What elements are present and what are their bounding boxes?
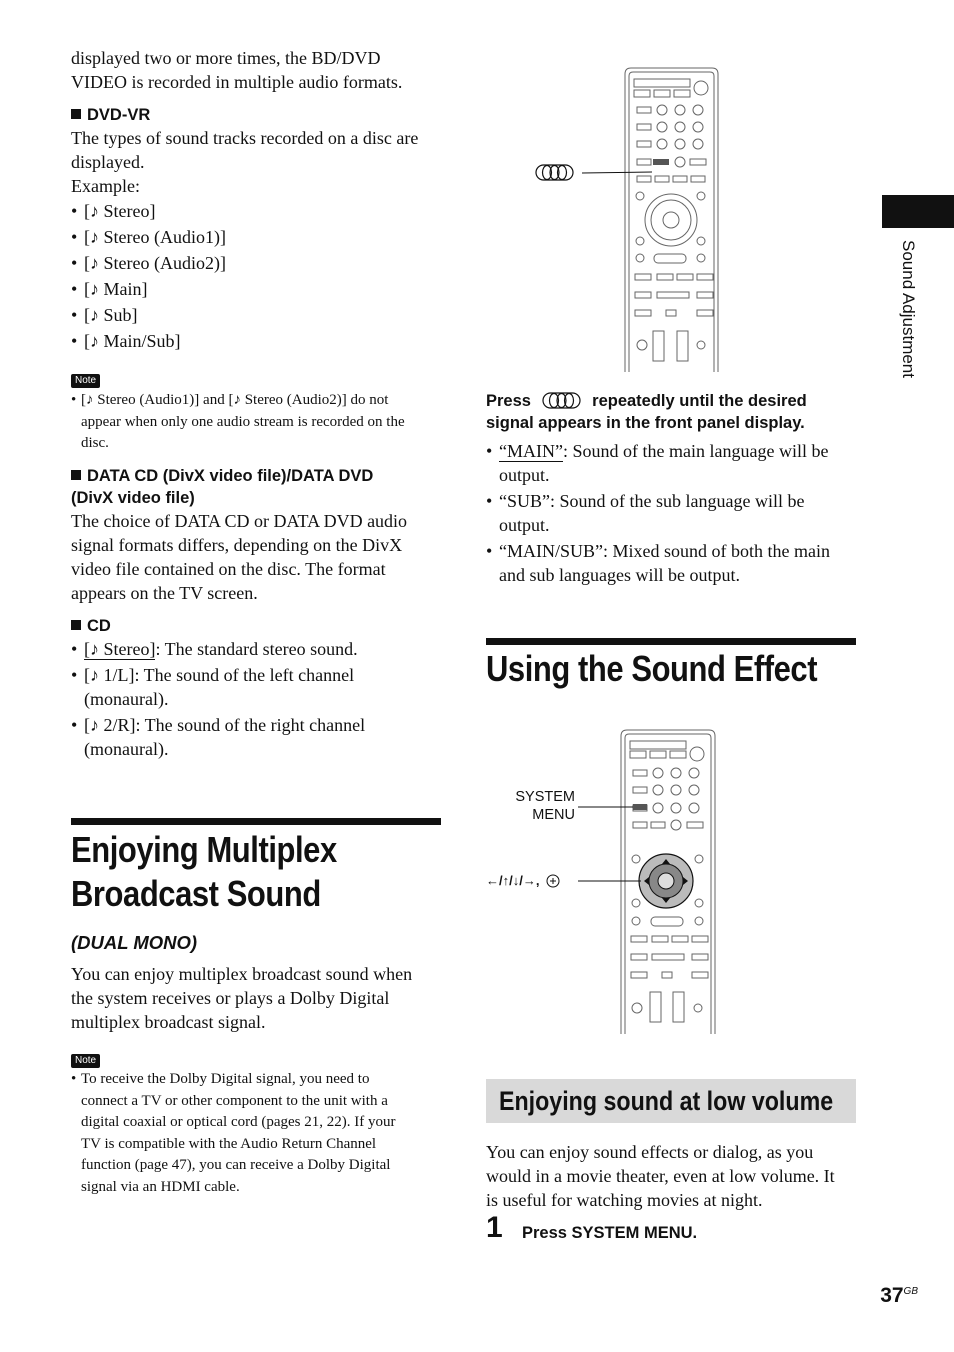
intro-line-2: VIDEO is recorded in multiple audio formats.: [71, 72, 403, 92]
list-item: • [♪ 2/R]: The sound of the right channel (monaural).: [71, 713, 441, 761]
note-tag: Note: [71, 1054, 100, 1068]
note-tag: Note: [71, 374, 100, 388]
datacd-heading: DATA CD (DivX video file)/DATA DVD (DivX video file): [71, 466, 374, 507]
low-volume-body: You can enjoy sound effects or dialog, as you would in a movie theater, even at low volume. It is useful for watching movies at night.: [486, 1142, 835, 1210]
multiplex-title: Enjoying Multiplex Broadcast Sound: [71, 829, 337, 914]
page-number: $37^{GB}$: [880, 1284, 918, 1307]
audio-button-icon: [535, 163, 575, 183]
step-text: Press SYSTEM MENU.: [522, 1224, 698, 1242]
audio-mode-list: [486, 439, 856, 589]
dvdvr-example: Example:: [71, 176, 140, 196]
list-item: • [♪ 1/L]: The sound of the left channel (monaural).: [71, 663, 441, 711]
press-instruction: Press repeatedly until the desired signal appears in the front panel display.: [486, 392, 807, 432]
section-rule: [71, 818, 441, 825]
list-item: • “MAIN”: Sound of the main language will be output.: [486, 439, 856, 487]
dvdvr-heading: DVD-VR: [71, 104, 441, 126]
list-item: • [♪ Stereo]: [71, 198, 441, 224]
side-tab-marker: [882, 195, 954, 228]
note-2-body: • To receive the Dolby Digital signal, you need to connect a TV or other component to the unit with a digital coaxial or optical cord (pages 21, 22). If your TV is compatible with the Audio Return Channel function (page 47), you can receive a Dolby Digital signal via an HDMI cable.: [71, 1069, 451, 1198]
remote-control-illustration: [530, 66, 730, 374]
datacd-line: appears on the TV screen.: [71, 582, 258, 603]
square-bullet-icon: [71, 620, 81, 630]
list-item: • [♪ Main/Sub]: [71, 328, 441, 354]
dvdvr-list: [71, 198, 441, 354]
left-column: [71, 46, 441, 763]
datacd-line: The choice of DATA CD or DATA DVD audio: [71, 510, 408, 531]
datacd-line: signal formats differs, depending on the DivX: [71, 534, 403, 555]
enter-button-icon: [546, 874, 560, 888]
remote-control-illustration: [575, 728, 725, 1036]
intro-line-1: displayed two or more times, the BD/DVD: [71, 48, 381, 68]
dvdvr-desc-2: displayed.: [71, 152, 145, 172]
arrow-keys-label: ←/↑/↓/→,: [486, 873, 560, 888]
step-number: 1: [486, 1211, 503, 1244]
sound-effect-title: Using the Sound Effect: [486, 648, 818, 689]
list-item: • [♪ Stereo]: The standard stereo sound.: [71, 637, 441, 661]
low-volume-heading: Enjoying sound at low volume: [486, 1079, 856, 1123]
list-item: • [♪ Stereo (Audio1)]: [71, 224, 441, 250]
square-bullet-icon: [71, 470, 81, 480]
multiplex-body: You can enjoy multiplex broadcast sound when the system receives or plays a Dolby Digital multiplex broadcast signal.: [71, 964, 413, 1032]
section-rule: [486, 638, 856, 645]
cd-heading: CD: [71, 615, 441, 637]
list-item: • [♪ Main]: [71, 276, 441, 302]
list-item: • [♪ Stereo (Audio2)]: [71, 250, 441, 276]
audio-button-icon: [542, 391, 582, 411]
list-item: • “SUB”: Sound of the sub language will be output.: [486, 489, 856, 537]
list-item: • [♪ Sub]: [71, 302, 441, 328]
system-menu-label: SYSTEM MENU: [515, 789, 575, 823]
multiplex-subtitle: (DUAL MONO): [71, 932, 198, 953]
list-item: • “MAIN/SUB”: Mixed sound of both the main and sub languages will be output.: [486, 539, 856, 587]
square-bullet-icon: [71, 109, 81, 119]
note-1-body: • [♪ Stereo (Audio1)] and [♪ Stereo (Audio2)] do not appear when only one audio stream is recorded on the disc.: [71, 390, 441, 455]
dvdvr-desc-1: The types of sound tracks recorded on a disc are: [71, 128, 419, 148]
cd-list: [71, 637, 441, 761]
side-section-label: Sound Adjustment: [899, 240, 918, 378]
datacd-line: video file contained on the disc. The format: [71, 558, 386, 579]
